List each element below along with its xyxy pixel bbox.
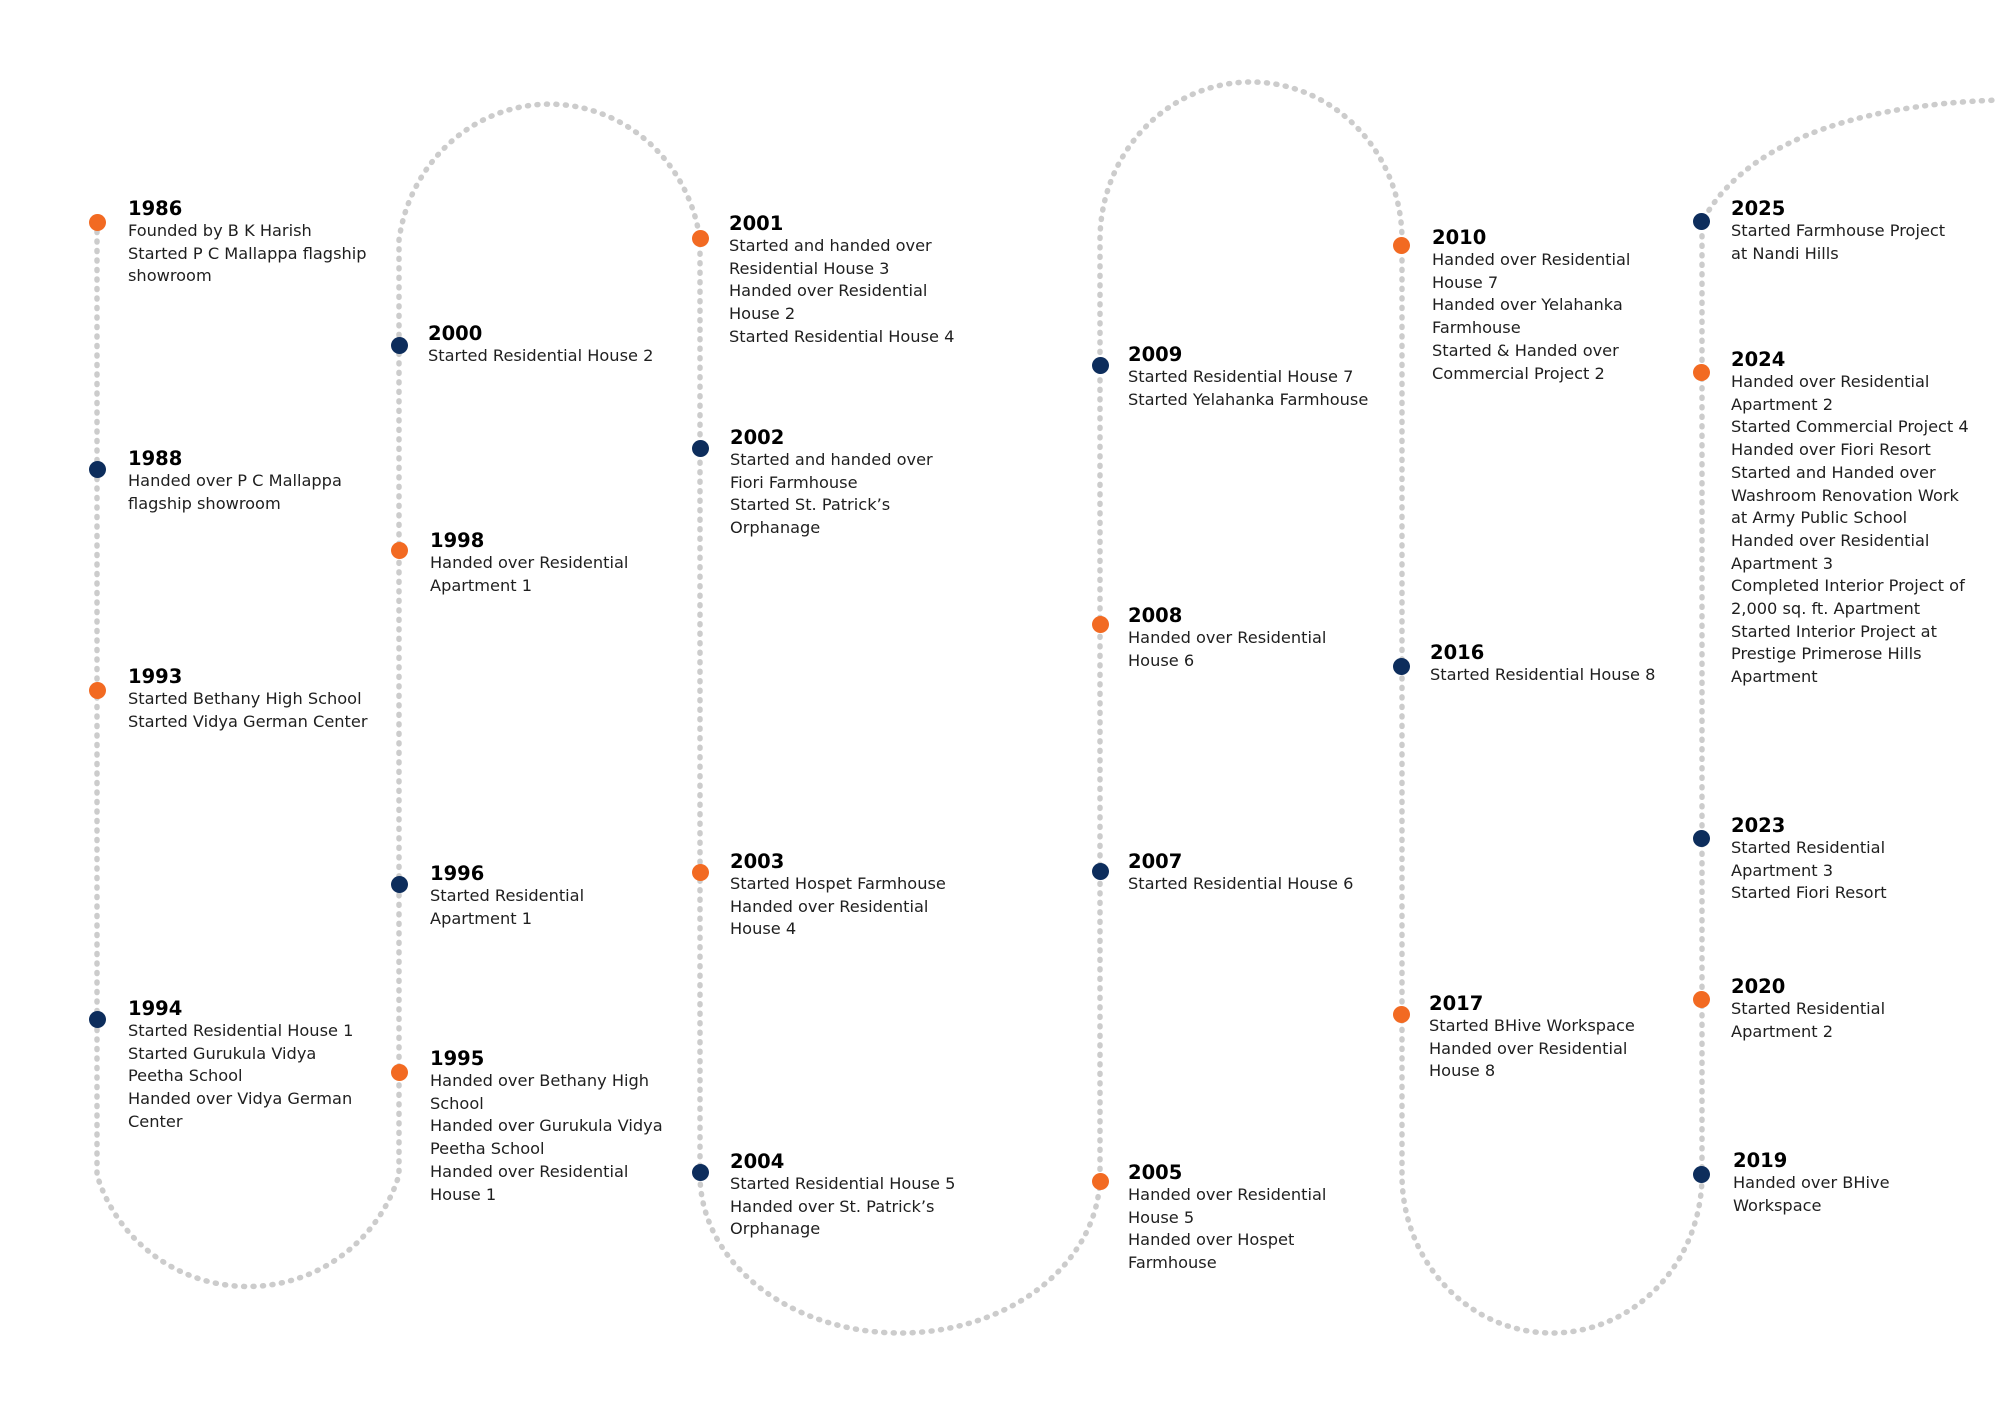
marker-2007 <box>1092 863 1109 880</box>
milestone-events <box>730 873 946 941</box>
milestone-events <box>1731 371 1969 689</box>
milestone-2023 <box>1731 814 1887 905</box>
milestone-event-line: Prestige Primerose Hills <box>1731 644 1922 664</box>
milestone-year: 2010 <box>1432 226 1487 249</box>
milestone-event-line: Apartment 3 <box>1731 553 1834 573</box>
milestone-event-line: Handed over Yelahanka <box>1432 295 1623 315</box>
milestone-year: 1993 <box>128 665 183 688</box>
milestone-event-line: 2,000 sq. ft. Apartment <box>1731 599 1921 619</box>
milestone-2009 <box>1128 343 1368 411</box>
milestone-events <box>730 1173 955 1241</box>
milestone-event-line: Handed over Gurukula Vidya <box>430 1116 663 1136</box>
milestone-event-line: Center <box>128 1111 183 1131</box>
milestone-events <box>1731 220 1945 265</box>
milestone-event-line: Started Residential <box>430 886 585 905</box>
milestone-2004 <box>730 1150 955 1241</box>
milestone-events <box>1128 873 1353 896</box>
marker-1986 <box>89 214 106 231</box>
milestone-event-line: Apartment 2 <box>1731 394 1834 414</box>
milestone-1993 <box>128 665 368 733</box>
milestone-event-line: Started St. Patrick’s <box>730 495 891 515</box>
milestone-event-line: Started Farmhouse Project <box>1731 221 1946 240</box>
marker-1993 <box>89 682 106 699</box>
milestone-event-line: Handed over Residential <box>1731 530 1930 550</box>
milestone-event-line: Apartment 3 <box>1731 860 1834 880</box>
milestone-year: 2000 <box>428 322 483 345</box>
milestone-event-line: Handed over Residential <box>730 896 929 916</box>
milestone-year: 2008 <box>1128 604 1183 627</box>
marker-1995 <box>391 1064 408 1081</box>
milestone-event-line: School <box>430 1093 484 1113</box>
milestone-event-line: Started Residential House 1 <box>128 1021 354 1040</box>
milestone-1994 <box>128 997 353 1134</box>
milestone-2008 <box>1128 604 1326 672</box>
milestone-events <box>1430 664 1655 687</box>
milestone-2020 <box>1731 975 1885 1043</box>
milestone-year: 1998 <box>430 529 485 552</box>
marker-2001 <box>692 230 709 247</box>
milestone-event-line: House 2 <box>729 304 796 324</box>
milestone-event-line: Started Yelahanka Farmhouse <box>1128 389 1369 409</box>
marker-2000 <box>391 337 408 354</box>
milestone-year: 2023 <box>1731 814 1786 837</box>
milestone-event-line: at Army Public School <box>1731 508 1908 528</box>
milestone-year: 1986 <box>128 197 183 220</box>
milestone-event-line: Washroom Renovation Work <box>1731 485 1959 505</box>
milestone-event-line: Handed over BHive <box>1733 1173 1890 1192</box>
milestone-events <box>128 220 367 288</box>
marker-2004 <box>692 1164 709 1181</box>
milestone-event-line: House 5 <box>1128 1207 1195 1227</box>
milestone-event-line: Handed over Residential <box>1731 372 1930 391</box>
milestone-event-line: Started Residential House 6 <box>1128 874 1354 893</box>
milestone-events <box>430 1070 663 1206</box>
marker-2019 <box>1693 1166 1710 1183</box>
milestone-event-line: Started Fiori Resort <box>1731 883 1887 903</box>
milestone-year: 1988 <box>128 447 183 470</box>
milestone-events <box>1733 1172 1890 1217</box>
milestone-year: 2003 <box>730 850 785 873</box>
milestone-event-line: Handed over Residential <box>1429 1038 1628 1058</box>
milestone-2002 <box>730 426 933 540</box>
milestone-event-line: Started Residential House 5 <box>730 1174 956 1193</box>
milestone-event-line: Residential House 3 <box>729 258 890 278</box>
milestone-year: 2009 <box>1128 343 1183 366</box>
milestone-events <box>430 552 628 597</box>
milestone-year: 2024 <box>1731 348 1786 371</box>
milestone-event-line: at Nandi Hills <box>1731 243 1839 263</box>
milestone-event-line: Started Residential House 8 <box>1430 665 1656 684</box>
milestone-2003 <box>730 850 946 941</box>
milestone-events <box>1128 366 1368 411</box>
milestone-event-line: House 8 <box>1429 1061 1496 1081</box>
milestone-event-line: Completed Interior Project of <box>1731 576 1965 596</box>
milestone-events <box>128 688 368 733</box>
milestone-event-line: flagship showroom <box>128 493 281 513</box>
marker-1996 <box>391 876 408 893</box>
milestone-events <box>430 885 584 930</box>
milestone-event-line: Started Vidya German Center <box>128 711 368 731</box>
marker-1998 <box>391 542 408 559</box>
milestone-2010 <box>1432 226 1630 385</box>
milestone-year: 2001 <box>729 212 784 235</box>
marker-2016 <box>1393 658 1410 675</box>
milestone-events <box>128 1020 353 1134</box>
milestone-event-line: Workspace <box>1733 1195 1822 1215</box>
milestone-year: 2020 <box>1731 975 1786 998</box>
milestone-event-line: Started Commercial Project 4 <box>1731 417 1969 437</box>
milestone-events <box>1429 1015 1635 1083</box>
milestone-event-line: Started Hospet Farmhouse <box>730 874 946 893</box>
marker-2003 <box>692 864 709 881</box>
milestone-event-line: Started BHive Workspace <box>1429 1016 1635 1035</box>
marker-2023 <box>1693 830 1710 847</box>
milestone-event-line: Started Residential <box>1731 999 1886 1018</box>
milestone-1988 <box>128 447 342 515</box>
marker-2009 <box>1092 357 1109 374</box>
milestone-1995 <box>430 1047 663 1206</box>
marker-2017 <box>1393 1006 1410 1023</box>
milestone-events <box>1432 249 1630 385</box>
milestone-event-line: Started Residential <box>1731 838 1886 857</box>
marker-2024 <box>1693 364 1710 381</box>
milestone-event-line: Handed over Residential <box>1128 628 1327 647</box>
milestone-2007 <box>1128 850 1353 896</box>
milestone-event-line: Handed over Hospet <box>1128 1230 1295 1250</box>
milestone-2019 <box>1733 1149 1890 1217</box>
milestone-year: 2019 <box>1733 1149 1788 1172</box>
milestone-events <box>729 235 954 349</box>
milestone-events <box>730 449 933 540</box>
milestone-year: 1996 <box>430 862 485 885</box>
milestone-2000 <box>428 322 653 368</box>
milestone-event-line: Started Residential House 7 <box>1128 367 1354 386</box>
milestone-event-line: Founded by B K Harish <box>128 221 312 240</box>
milestone-year: 2025 <box>1731 197 1786 220</box>
milestone-events <box>1731 998 1885 1043</box>
milestone-event-line: Handed over Fiori Resort <box>1731 440 1931 460</box>
milestone-event-line: Started Interior Project at <box>1731 621 1937 641</box>
milestone-event-line: Handed over Residential <box>1128 1185 1327 1204</box>
milestone-year: 1995 <box>430 1047 485 1070</box>
milestone-event-line: Started Residential House 4 <box>729 326 955 346</box>
milestone-event-line: House 7 <box>1432 272 1499 292</box>
milestone-event-line: Apartment <box>1731 667 1818 687</box>
milestone-event-line: Started and handed over <box>729 236 932 255</box>
milestone-year: 2007 <box>1128 850 1183 873</box>
milestone-event-line: Orphanage <box>730 1219 821 1239</box>
milestone-events <box>1128 627 1326 672</box>
milestone-event-line: House 4 <box>730 919 797 939</box>
marker-2008 <box>1092 616 1109 633</box>
milestone-event-line: Started and handed over <box>730 450 933 469</box>
milestone-event-line: Apartment 2 <box>1731 1021 1834 1041</box>
milestone-event-line: Farmhouse <box>1128 1253 1217 1273</box>
milestone-1986 <box>128 197 367 288</box>
marker-2002 <box>692 440 709 457</box>
milestone-2025 <box>1731 197 1945 265</box>
marker-2010 <box>1393 237 1410 254</box>
milestone-event-line: Handed over Residential <box>1432 250 1631 269</box>
milestone-event-line: House 1 <box>430 1184 497 1204</box>
milestone-year: 2004 <box>730 1150 785 1173</box>
marker-2005 <box>1092 1173 1109 1190</box>
milestone-2024 <box>1731 348 1969 689</box>
milestone-event-line: Handed over Residential <box>729 281 928 301</box>
milestone-event-line: Apartment 1 <box>430 908 533 928</box>
milestone-event-line: Peetha School <box>430 1139 545 1159</box>
milestone-events <box>128 470 342 515</box>
timeline-dotted-path <box>97 82 2000 1333</box>
milestone-1998 <box>430 529 628 597</box>
milestone-events <box>1731 837 1887 905</box>
milestone-year: 2005 <box>1128 1161 1183 1184</box>
milestone-event-line: Fiori Farmhouse <box>730 472 858 492</box>
milestone-2001 <box>729 212 954 349</box>
milestone-2005 <box>1128 1161 1326 1275</box>
milestone-event-line: Started P C Mallappa flagship <box>128 243 367 263</box>
milestone-event-line: House 6 <box>1128 650 1195 670</box>
milestone-event-line: Farmhouse <box>1432 318 1521 338</box>
milestone-events <box>428 345 653 368</box>
milestone-event-line: Started Gurukula Vidya <box>128 1043 317 1063</box>
milestone-event-line: showroom <box>128 266 212 286</box>
milestone-event-line: Handed over Residential <box>430 553 629 572</box>
marker-2020 <box>1693 991 1710 1008</box>
milestone-event-line: Handed over Residential <box>430 1161 629 1181</box>
milestone-year: 2017 <box>1429 992 1484 1015</box>
milestone-year: 1994 <box>128 997 183 1020</box>
milestone-year: 2016 <box>1430 641 1485 664</box>
milestone-event-line: Orphanage <box>730 518 821 538</box>
milestone-2017 <box>1429 992 1635 1083</box>
marker-1988 <box>89 461 106 478</box>
milestone-event-line: Handed over Bethany High <box>430 1071 650 1090</box>
marker-1994 <box>89 1011 106 1028</box>
milestone-event-line: Handed over Vidya German <box>128 1089 353 1109</box>
milestone-event-line: Peetha School <box>128 1066 243 1086</box>
milestone-event-line: Started and Handed over <box>1731 462 1936 482</box>
milestone-2016 <box>1430 641 1655 687</box>
marker-2025 <box>1693 213 1710 230</box>
milestone-year: 2002 <box>730 426 785 449</box>
milestone-event-line: Handed over St. Patrick’s <box>730 1196 935 1216</box>
milestone-event-line: Started Residential House 2 <box>428 346 654 365</box>
milestone-event-line: Handed over P C Mallappa <box>128 471 342 490</box>
milestone-event-line: Started & Handed over <box>1432 340 1619 360</box>
milestone-event-line: Commercial Project 2 <box>1432 363 1605 383</box>
milestone-1996 <box>430 862 584 930</box>
milestone-event-line: Apartment 1 <box>430 575 533 595</box>
milestone-event-line: Started Bethany High School <box>128 689 362 708</box>
milestone-events <box>1128 1184 1326 1275</box>
